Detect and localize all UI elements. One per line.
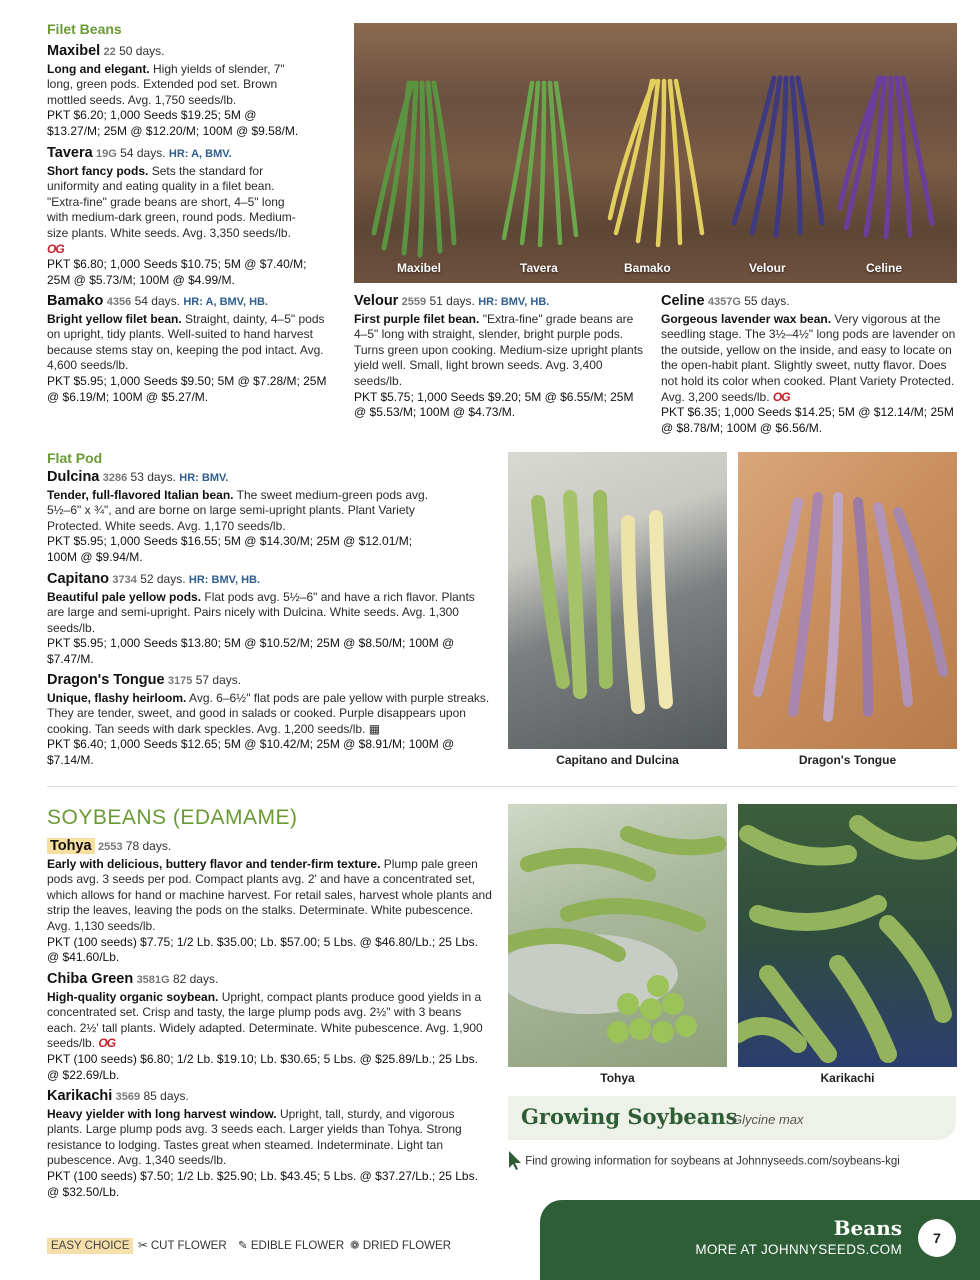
lead-text: Early with delicious, buttery flavor and tender-firm texture. bbox=[47, 856, 381, 871]
price: PKT $6.20; 1,000 Seeds $19.25; 5M @ $13.27/M; 25M @ $12.20/M; 100M @ $9.58/M. bbox=[47, 108, 299, 138]
dried-flower-icon: ❁ bbox=[350, 1240, 360, 1252]
photo-caption-capitano-dulcina: Capitano and Dulcina bbox=[556, 753, 679, 767]
variety-chiba-green bbox=[47, 972, 492, 1083]
description: Very vigorous at the seedling stage. The 3½–4½" long pods are lavender on the outside, yellow on the inside, and easy to locate on the open-habit plant. Slightly sweet, nutty flavor. Does not hold its color when cooked. Plant Variety Protected. Avg. 3,200 seeds/lb. bbox=[661, 311, 956, 404]
lead-text: Unique, flashy heirloom. bbox=[47, 690, 187, 705]
variety-karikachi bbox=[47, 1089, 487, 1200]
lead-text: Long and elegant. bbox=[47, 61, 150, 76]
lead-text: Short fancy pods. bbox=[47, 163, 149, 178]
days: 54 days. bbox=[134, 294, 180, 308]
description: Straight, dainty, 4–5" pods on upright, tidy plants. Well-suited to hand harvest because stems stay on, keeping the pod intact. Avg. 4,600 seeds/lb. bbox=[47, 311, 325, 373]
variety-name: Bamako bbox=[47, 293, 104, 309]
description: Sets the standard for uniformity and eating quality in a filet bean. "Extra-fine" grade beans are short, 4–5" long with medium-dark green, round pods. Medium-size plants. White seeds. Avg. 3,350 seeds/lb. bbox=[47, 163, 296, 240]
price: PKT (100 seeds) $7.50; 1/2 Lb. $25.90; Lb. $43.45; 5 Lbs. @ $37.27/Lb.; 25 Lbs. @ $32.50/Lb. bbox=[47, 1168, 478, 1199]
variety-name: Karikachi bbox=[47, 1088, 113, 1104]
legend-label: CUT FLOWER bbox=[150, 1240, 227, 1252]
item-number: 2559 bbox=[401, 296, 427, 308]
growing-soybeans-box bbox=[508, 1096, 956, 1140]
growing-latin-name: Glycine max bbox=[732, 1112, 804, 1127]
price: PKT (100 seeds) $6.80; 1/2 Lb. $19.10; Lb. $30.65; 5 Lbs. @ $25.89/Lb.; 25 Lbs. @ $22.69/Lb. bbox=[47, 1051, 478, 1082]
price: PKT $6.35; 1,000 Seeds $14.25; 5M @ $12.14/M; 25M @ $8.78/M; 100M @ $6.56/M. bbox=[661, 405, 954, 435]
organic-icon: OG bbox=[772, 389, 790, 404]
item-number: 4357G bbox=[707, 296, 741, 308]
price: PKT $5.95; 1,000 Seeds $13.80; 5M @ $10.52/M; 25M @ $8.50/M; 100M @ $7.47/M. bbox=[47, 636, 455, 666]
lead-text: Tender, full-flavored Italian bean. bbox=[47, 487, 234, 502]
growing-info-link[interactable]: Find growing information for soybeans at Johnnyseeds.com/soybeans-kgi bbox=[525, 1155, 900, 1168]
section-title-flat: Flat Pod bbox=[47, 450, 103, 466]
description: The sweet medium-green pods avg. 5½–6" x ¾", and are borne on large semi-upright plants. Plant Variety Protected. White seeds. Avg. 1,170 seeds/lb. bbox=[47, 487, 429, 533]
legend-dried-flower bbox=[350, 1238, 451, 1252]
edamame-bowl-illustration bbox=[508, 804, 727, 1067]
karikachi-photo bbox=[738, 804, 957, 1067]
item-number: 22 bbox=[103, 46, 116, 58]
organic-icon: OG bbox=[98, 1036, 116, 1051]
photo-caption-tohya: Tohya bbox=[600, 1071, 635, 1085]
capitano-dulcina-photo bbox=[508, 452, 727, 749]
footer-website[interactable]: MORE AT JOHNNYSEEDS.COM bbox=[695, 1242, 902, 1257]
variety-capitano bbox=[47, 572, 477, 668]
dragons-tongue-photo bbox=[738, 452, 957, 749]
lead-text: Heavy yielder with long harvest window. bbox=[47, 1106, 277, 1121]
days: 82 days. bbox=[172, 972, 219, 986]
growing-link-row[interactable] bbox=[508, 1150, 900, 1173]
days: 57 days. bbox=[195, 673, 242, 687]
item-number: 19G bbox=[96, 148, 117, 160]
disease-resistance: HR: A, BMV. bbox=[168, 148, 232, 160]
item-number: 3581G bbox=[136, 974, 170, 986]
photo-label-velour: Velour bbox=[749, 261, 786, 275]
section-title-soybeans: SOYBEANS (EDAMAME) bbox=[47, 806, 298, 829]
flat-pods-illustration bbox=[508, 452, 727, 749]
lead-text: High-quality organic soybean. bbox=[47, 989, 219, 1004]
disease-resistance: HR: BMV. bbox=[179, 472, 229, 484]
footer-title: Beans bbox=[833, 1216, 902, 1240]
variety-velour bbox=[354, 294, 644, 421]
variety-name: Dragon's Tongue bbox=[47, 672, 165, 688]
price: PKT (100 seeds) $7.75; 1/2 Lb. $35.00; Lb. $57.00; 5 Lbs. @ $46.80/Lb.; 25 Lbs. @ $41.60/Lb. bbox=[47, 934, 478, 965]
legend-label: DRIED FLOWER bbox=[362, 1240, 452, 1252]
item-number: 4356 bbox=[106, 296, 132, 308]
edible-flower-icon: ✎ bbox=[238, 1240, 248, 1252]
growing-title: Growing Soybeans bbox=[521, 1104, 738, 1129]
item-number: 2553 bbox=[97, 841, 123, 853]
variety-tavera bbox=[47, 146, 309, 288]
section-divider bbox=[47, 786, 957, 787]
variety-name: Celine bbox=[661, 293, 705, 309]
variety-name: Maxibel bbox=[47, 43, 101, 59]
photo-caption-dragons-tongue: Dragon's Tongue bbox=[798, 753, 897, 767]
variety-bamako bbox=[47, 294, 337, 405]
price: PKT $5.95; 1,000 Seeds $9.50; 5M @ $7.28/M; 25M @ $6.19/M; 100M @ $5.27/M. bbox=[47, 373, 327, 404]
legend-cut-flower bbox=[138, 1238, 227, 1252]
photo-label-tavera: Tavera bbox=[520, 261, 558, 275]
variety-name: Capitano bbox=[47, 571, 110, 587]
days: 85 days. bbox=[143, 1089, 189, 1103]
footer-tab bbox=[540, 1200, 980, 1280]
description: High yields of slender, 7" long, green pods. Extended pod set. Brown mottled seeds. Avg. 1,750 seeds/lb. bbox=[47, 61, 285, 107]
cursor-arrow-icon bbox=[508, 1150, 522, 1173]
disease-resistance: HR: BMV, HB. bbox=[188, 574, 261, 586]
legend-easy-choice: EASY CHOICE bbox=[47, 1238, 133, 1254]
item-number: 3286 bbox=[102, 472, 128, 484]
dried-flower-icon: ▦ bbox=[368, 721, 381, 736]
lead-text: First purple filet bean. bbox=[354, 311, 480, 326]
dragons-tongue-illustration bbox=[738, 452, 957, 749]
description: Upright, compact plants produce good yields in a concentrated set. Crisp and tasty, the large plump pods avg. 2½" with 3 beans each. 2½' tall plants. Widely adapted. Determinate. White pubescence. Avg. 1,900 seeds/lb. bbox=[47, 989, 483, 1051]
description: Flat pods avg. 5½–6" and have a rich flavor. Plants are large and semi-upright. Pairs nicely with Dulcina. White seeds. Avg. 1,300 seeds/lb. bbox=[47, 589, 475, 635]
variety-dragons-tongue bbox=[47, 673, 492, 769]
variety-dulcina bbox=[47, 470, 437, 566]
bean-bunches-illustration bbox=[354, 23, 957, 283]
tohya-photo bbox=[508, 804, 727, 1067]
price: PKT $5.75; 1,000 Seeds $9.20; 5M @ $6.55/M; 25M @ $5.53/M; 100M @ $4.73/M. bbox=[354, 389, 634, 420]
item-number: 3569 bbox=[115, 1091, 141, 1103]
variety-celine bbox=[661, 294, 957, 436]
photo-label-maxibel: Maxibel bbox=[397, 261, 442, 275]
disease-resistance: HR: A, BMV, HB. bbox=[183, 296, 269, 308]
filet-beans-photo bbox=[354, 23, 957, 283]
variety-tohya bbox=[47, 839, 492, 966]
edamame-pods-illustration bbox=[738, 804, 957, 1067]
lead-text: Beautiful pale yellow pods. bbox=[47, 589, 202, 604]
lead-text: Bright yellow filet bean. bbox=[47, 311, 182, 326]
days: 54 days. bbox=[120, 146, 166, 160]
description: Upright, tall, sturdy, and vigorous plants. Large plump pods avg. 3 seeds each. Larger yields than Tohya. Strong resistance to lodging. Tastes great when steamed. Indeterminate. Light tan pubescence. Avg. 1,340 seeds/lb. bbox=[47, 1106, 462, 1168]
price: PKT $5.95; 1,000 Seeds $16.55; 5M @ $14.30/M; 25M @ $12.01/M; 100M @ $9.94/M. bbox=[47, 534, 413, 564]
days: 78 days. bbox=[125, 839, 172, 853]
days: 51 days. bbox=[429, 294, 475, 308]
variety-name: Chiba Green bbox=[47, 971, 134, 987]
days: 53 days. bbox=[130, 470, 176, 484]
item-number: 3175 bbox=[167, 675, 193, 687]
photo-caption-karikachi: Karikachi bbox=[820, 1071, 875, 1085]
variety-name: Velour bbox=[354, 293, 399, 309]
photo-label-bamako: Bamako bbox=[624, 261, 671, 275]
page-number: 7 bbox=[918, 1219, 956, 1257]
description: Avg. 6–6½" flat pods are pale yellow with purple streaks. They are tender, sweet, and good in salads or cooked. Purple disappears upon cooking. Tan seeds with dark speckles. Avg. 1,200 seeds/lb. bbox=[47, 690, 490, 736]
photo-label-celine: Celine bbox=[866, 261, 903, 275]
scissors-icon: ✂ bbox=[138, 1240, 148, 1252]
variety-name: Tavera bbox=[47, 145, 93, 161]
days: 50 days. bbox=[119, 44, 165, 58]
section-title-filet: Filet Beans bbox=[47, 21, 122, 37]
variety-name: Dulcina bbox=[47, 469, 100, 485]
variety-name: Tohya bbox=[47, 838, 95, 854]
lead-text: Gorgeous lavender wax bean. bbox=[661, 311, 832, 326]
legend-edible-flower bbox=[238, 1238, 344, 1252]
disease-resistance: HR: BMV, HB. bbox=[478, 296, 550, 308]
description: "Extra-fine" grade beans are 4–5" long with straight, slender, bright purple pods. Turns green upon cooking. Medium-size upright plants yield well. Small, light brown seeds. Avg. 3,400 seeds/lb. bbox=[354, 311, 644, 388]
price: PKT $6.40; 1,000 Seeds $12.65; 5M @ $10.42/M; 25M @ $8.91/M; 100M @ $7.14/M. bbox=[47, 737, 455, 767]
description: Plump pale green pods avg. 3 seeds per pod. Compact plants avg. 2' and have a concentrated set, which allows for hand or machine harvest. For retail sales, harvest whole plants and strip the leaves, leaving the pods on the stalks. Determinate. White pubescence. Avg. 1,130 seeds/lb. bbox=[47, 856, 492, 933]
legend-label: EDIBLE FLOWER bbox=[250, 1240, 345, 1252]
item-number: 3734 bbox=[112, 574, 137, 586]
days: 52 days. bbox=[140, 572, 186, 586]
price: PKT $6.80; 1,000 Seeds $10.75; 5M @ $7.40/M; 25M @ $5.73/M; 100M @ $4.99/M. bbox=[47, 257, 307, 287]
variety-maxibel bbox=[47, 44, 312, 140]
days: 55 days. bbox=[744, 294, 790, 308]
organic-icon: OG bbox=[47, 241, 64, 256]
